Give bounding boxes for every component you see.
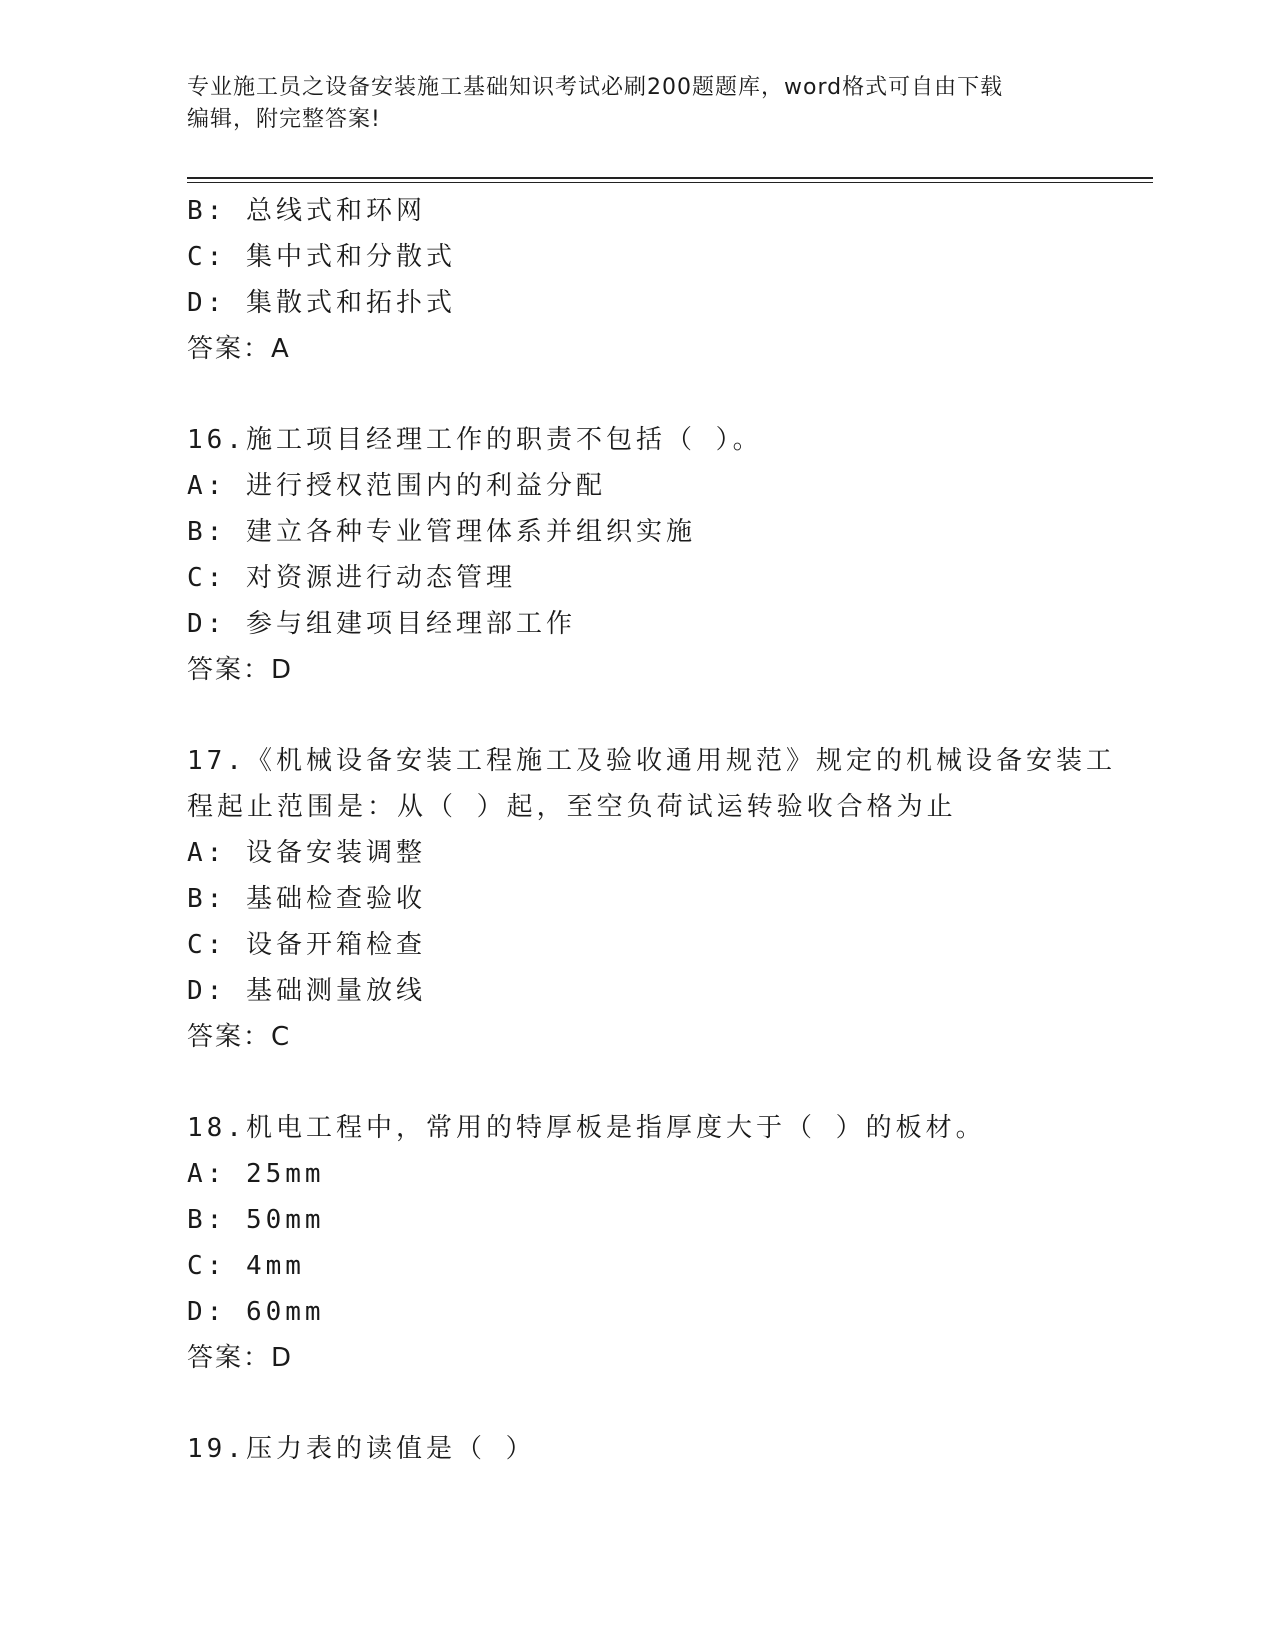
answer-line: 答案：C — [187, 1022, 292, 1052]
question-text: 16.施工项目经理工作的职责不包括（ ）。 — [187, 425, 763, 455]
option-d: D: 集散式和拓扑式 — [187, 288, 456, 318]
option-c: C: 设备开箱检查 — [187, 930, 426, 960]
option-b: B: 50mm — [187, 1205, 325, 1235]
question-list — [187, 188, 1116, 1472]
question-gap — [187, 372, 1087, 417]
question-block-16 — [187, 417, 1087, 693]
question-text-line1: 17.《机械设备安装工程施工及验收通用规范》规定的机械设备安装工 — [187, 746, 1116, 776]
header-divider-thin — [187, 182, 1153, 183]
option-c: C: 对资源进行动态管理 — [187, 563, 516, 593]
question-text: 19.压力表的读值是（ ） — [187, 1434, 536, 1464]
question-gap — [187, 1060, 1087, 1105]
header-title-line1: 专业施工员之设备安装施工基础知识考试必刷200题题库，word格式可自由下载 — [187, 75, 1004, 100]
option-c: C: 集中式和分散式 — [187, 242, 456, 272]
question-block-15 — [187, 188, 1087, 372]
question-block-19 — [187, 1426, 1087, 1472]
option-b: B: 基础检查验收 — [187, 884, 426, 914]
answer-line: 答案：D — [187, 1343, 294, 1373]
answer-line: 答案：D — [187, 655, 294, 685]
question-block-18 — [187, 1105, 1087, 1381]
header-title-line2: 编辑，附完整答案! — [187, 107, 381, 132]
question-block-17 — [187, 738, 1116, 1060]
option-a: A: 进行授权范围内的利益分配 — [187, 471, 606, 501]
option-d: D: 参与组建项目经理部工作 — [187, 609, 576, 639]
header-divider — [187, 177, 1153, 179]
option-d: D: 基础测量放线 — [187, 976, 426, 1006]
option-a: A: 25mm — [187, 1159, 325, 1189]
option-d: D: 60mm — [187, 1297, 325, 1327]
option-c: C: 4mm — [187, 1251, 305, 1281]
option-b: B: 建立各种专业管理体系并组织实施 — [187, 517, 696, 547]
question-text: 18.机电工程中，常用的特厚板是指厚度大于（ ）的板材。 — [187, 1113, 986, 1143]
question-gap — [187, 1381, 1087, 1426]
answer-line: 答案：A — [187, 334, 291, 364]
document-header — [187, 72, 1087, 136]
question-text-line2: 程起止范围是：从（ ）起，至空负荷试运转验收合格为止 — [187, 792, 957, 822]
option-a: A: 设备安装调整 — [187, 838, 426, 868]
question-gap — [187, 693, 1087, 738]
option-b: B: 总线式和环网 — [187, 196, 426, 226]
